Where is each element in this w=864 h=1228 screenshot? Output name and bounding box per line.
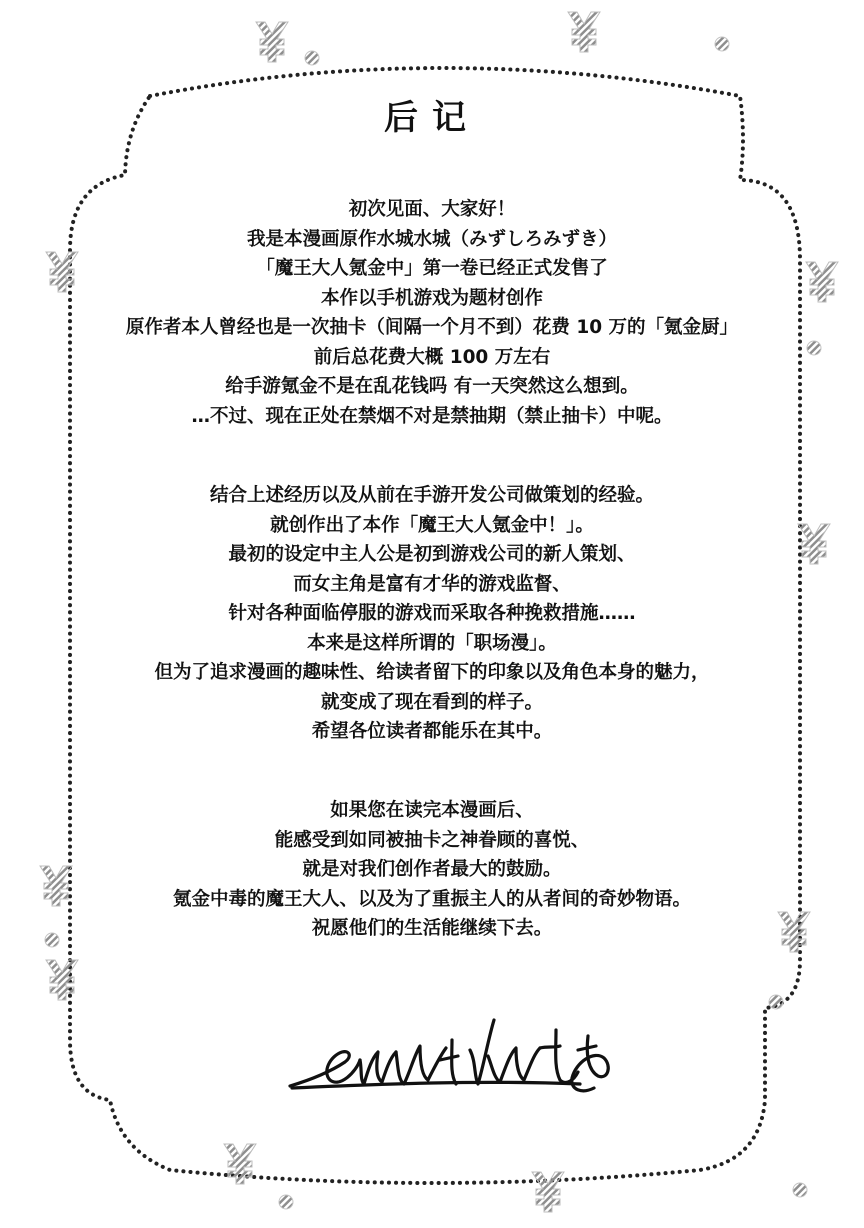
text-line: 能感受到如同被抽卡之神眷顾的喜悦、 xyxy=(274,829,590,851)
text-line: 而女主角是富有才华的游戏监督、 xyxy=(293,573,571,595)
text-line: 「魔王大人氪金中」第一卷已经正式发售了 xyxy=(256,258,608,279)
text-line: 就是对我们创作者最大的鼓励。 xyxy=(302,859,562,880)
text-line: 本来是这样所谓的「职场漫」。 xyxy=(307,632,557,654)
text-line: 针对各种面临停服的游戏而采取各种挽救措施…… xyxy=(228,603,636,624)
text-line: 我是本漫画原作水城水城（みずしろみずき） xyxy=(246,228,617,250)
text-line: …不过、现在正处在禁烟不对是禁抽期（禁止抽卡）中呢。 xyxy=(191,405,673,427)
text-line: 希望各位读者都能乐在其中。 xyxy=(311,721,553,742)
page-title: 后记 xyxy=(384,98,480,138)
text-line: 结合上述经历以及从前在手游开发公司做策划的经验。 xyxy=(209,485,654,506)
text-line: 氪金中毒的魔王大人、以及为了重振主人的从者间的奇妙物语。 xyxy=(172,888,691,910)
text-line: 最初的设定中主人公是初到游戏公司的新人策划、 xyxy=(228,544,636,565)
text-line: 就创作出了本作「魔王大人氪金中！」。 xyxy=(270,514,594,536)
text-line: 就变成了现在看到的样子。 xyxy=(320,691,543,713)
text-line: 初次见面、大家好！ xyxy=(348,199,516,220)
text-line: 祝愿他们的生活能继续下去。 xyxy=(311,918,553,939)
text-line: 但为了追求漫画的趣味性、给读者留下的印象以及角色本身的魅力， xyxy=(154,662,710,683)
text-line: 原作者本人曾经也是一次抽卡（间隔一个月不到）花费 10 万的「氪金厨」 xyxy=(125,317,739,338)
text-line: 给手游氪金不是在乱花钱吗 有一天突然这么想到。 xyxy=(225,376,639,397)
text-line: 如果您在读完本漫画后、 xyxy=(330,800,534,821)
text-line: 本作以手机游戏为题材创作 xyxy=(320,287,543,309)
text-line: 前后总花费大概 100 万左右 xyxy=(313,346,551,368)
